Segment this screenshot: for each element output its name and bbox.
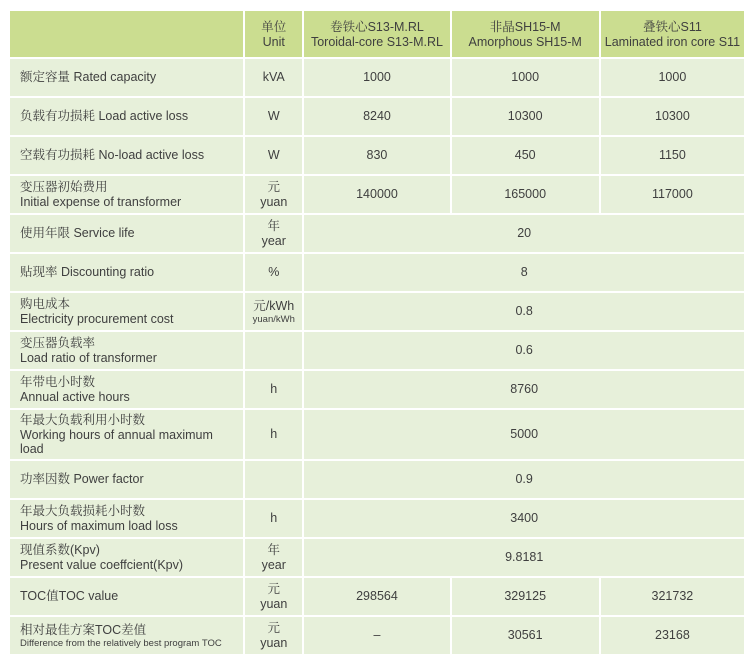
- row-label-cell: [10, 254, 243, 291]
- row-unit-cell: [245, 371, 302, 408]
- row-label-en: Difference from the relatively best program TOC: [20, 637, 222, 649]
- value-cell: 10300: [452, 98, 599, 135]
- row-label-zh: 购电成本: [20, 297, 71, 311]
- row-unit-cell: [245, 176, 302, 213]
- table-row: [10, 176, 744, 213]
- row-unit-cell: [245, 137, 302, 174]
- row-unit-zh: %: [268, 265, 280, 279]
- table-row: [10, 332, 744, 369]
- row-label-cell: [10, 461, 243, 498]
- value-cell: 450: [452, 137, 599, 174]
- row-label-zh: 变压器负载率: [20, 336, 96, 350]
- merged-value-cell: 0.8: [304, 293, 744, 330]
- value-cell: 1150: [601, 137, 744, 174]
- row-unit-cell: [245, 539, 302, 576]
- row-label-en: Hours of maximum load loss: [20, 519, 178, 533]
- header-unit-cell: [245, 11, 302, 57]
- table-row: [10, 293, 744, 330]
- table-row: [10, 461, 744, 498]
- transformer-toc-comparison-table: [8, 9, 746, 656]
- row-label-en: Working hours of annual maximum load: [20, 428, 213, 456]
- merged-value-cell: 5000: [304, 410, 744, 459]
- row-label-zh: 年最大负载利用小时数: [20, 413, 146, 427]
- row-label-text: 贴现率 Discounting ratio: [20, 265, 155, 279]
- row-unit-en: yuan/kWh: [252, 313, 295, 325]
- row-label-en: Electricity procurement cost: [20, 312, 174, 326]
- header-unit-zh: 单位: [261, 19, 287, 34]
- row-label-cell: [10, 332, 243, 369]
- row-unit-cell: [245, 254, 302, 291]
- row-unit-cell: [245, 617, 302, 654]
- value-cell: 140000: [304, 176, 449, 213]
- header-col-en: Laminated iron core S11: [604, 34, 741, 49]
- row-label-en: Present value coeffcient(Kpv): [20, 558, 184, 572]
- value-cell: 10300: [601, 98, 744, 135]
- row-unit-zh: 元/kWh: [253, 298, 295, 313]
- table-row: [10, 578, 744, 615]
- table-row: [10, 59, 744, 96]
- header-col-en: Toroidal-core S13-M.RL: [310, 34, 443, 49]
- row-unit-cell: [245, 332, 302, 369]
- value-cell: 1000: [601, 59, 744, 96]
- table-row: [10, 137, 744, 174]
- row-unit-zh: 年: [267, 543, 280, 557]
- row-label-text: 额定容量 Rated capacity: [20, 70, 157, 84]
- row-unit-cell: [245, 215, 302, 252]
- row-label-cell: [10, 137, 243, 174]
- row-label-cell: [10, 371, 243, 408]
- value-cell: 1000: [304, 59, 449, 96]
- row-label-cell: [10, 578, 243, 615]
- row-label-en: Load ratio of transformer: [20, 351, 157, 365]
- table-row: [10, 371, 744, 408]
- value-cell: –: [304, 617, 449, 654]
- row-label-zh: 相对最佳方案TOC差值: [20, 622, 147, 637]
- row-label-en: Initial expense of transformer: [20, 195, 182, 209]
- row-unit-zh: 元: [267, 180, 280, 194]
- merged-value-cell: 9.8181: [304, 539, 744, 576]
- row-unit-zh: h: [270, 511, 278, 525]
- row-unit-zh: W: [267, 109, 280, 123]
- header-unit-en: Unit: [262, 34, 285, 49]
- row-unit-en: yuan: [260, 636, 288, 650]
- row-label-cell: [10, 410, 243, 459]
- row-unit-en: yuan: [260, 597, 288, 611]
- value-cell: 321732: [601, 578, 744, 615]
- value-cell: 329125: [452, 578, 599, 615]
- row-label-cell: [10, 59, 243, 96]
- header-col-zh: 非晶SH15-M: [489, 19, 561, 34]
- row-label-text: 负载有功损耗 Load active loss: [20, 109, 189, 123]
- row-label-text: TOC值TOC value: [20, 589, 119, 603]
- row-unit-zh: 年: [267, 219, 280, 233]
- row-label-zh: 年最大负载损耗小时数: [20, 504, 146, 518]
- row-unit-cell: [245, 293, 302, 330]
- header-col-en: Amorphous SH15-M: [468, 34, 582, 49]
- merged-value-cell: 20: [304, 215, 744, 252]
- value-cell: 165000: [452, 176, 599, 213]
- header-col-zh: 卷铁心S13-M.RL: [330, 19, 424, 34]
- table-row: [10, 215, 744, 252]
- row-label-cell: [10, 617, 243, 654]
- row-unit-zh: kVA: [262, 70, 285, 84]
- value-cell: 830: [304, 137, 449, 174]
- row-label-en: Annual active hours: [20, 390, 130, 404]
- merged-value-cell: 8: [304, 254, 744, 291]
- row-label-cell: [10, 500, 243, 537]
- table-row: [10, 254, 744, 291]
- merged-value-cell: 0.6: [304, 332, 744, 369]
- row-unit-zh: W: [267, 148, 280, 162]
- value-cell: 1000: [452, 59, 599, 96]
- row-unit-en: year: [261, 558, 286, 572]
- row-label-cell: [10, 98, 243, 135]
- table-row: [10, 98, 744, 135]
- header-col-zh: 叠铁心S11: [642, 19, 702, 34]
- row-label-cell: [10, 293, 243, 330]
- row-unit-cell: [245, 500, 302, 537]
- row-unit-zh: h: [270, 427, 278, 441]
- merged-value-cell: 8760: [304, 371, 744, 408]
- row-unit-en: year: [261, 234, 286, 248]
- row-label-zh: 变压器初始费用: [20, 180, 108, 194]
- row-unit-zh: 元: [267, 621, 280, 635]
- row-unit-zh: h: [270, 382, 278, 396]
- header-row: [10, 11, 744, 57]
- value-cell: 117000: [601, 176, 744, 213]
- table-row: [10, 500, 744, 537]
- value-cell: 30561: [452, 617, 599, 654]
- row-unit-cell: [245, 59, 302, 96]
- header-col-toroidal-core: [304, 11, 449, 57]
- row-label-zh: 年带电小时数: [20, 375, 96, 389]
- row-unit-cell: [245, 98, 302, 135]
- row-unit-zh: 元: [267, 582, 280, 596]
- value-cell: 298564: [304, 578, 449, 615]
- row-label-text: 空载有功损耗 No-load active loss: [20, 148, 205, 162]
- row-label-cell: [10, 539, 243, 576]
- header-corner-cell: [10, 11, 243, 57]
- row-label-zh: 现值系数(Kpv): [20, 543, 100, 557]
- merged-value-cell: 3400: [304, 500, 744, 537]
- header-col-laminated: [601, 11, 744, 57]
- value-cell: 23168: [601, 617, 744, 654]
- value-cell: 8240: [304, 98, 449, 135]
- row-label-cell: [10, 215, 243, 252]
- merged-value-cell: 0.9: [304, 461, 744, 498]
- row-unit-cell: [245, 578, 302, 615]
- header-col-amorphous: [452, 11, 599, 57]
- row-label-text: 使用年限 Service life: [20, 226, 135, 240]
- table-row: [10, 410, 744, 459]
- table-row: [10, 617, 744, 654]
- row-unit-cell: [245, 461, 302, 498]
- row-unit-en: yuan: [260, 195, 288, 209]
- row-unit-cell: [245, 410, 302, 459]
- table-row: [10, 539, 744, 576]
- row-label-text: 功率因数 Power factor: [20, 472, 144, 486]
- row-label-cell: [10, 176, 243, 213]
